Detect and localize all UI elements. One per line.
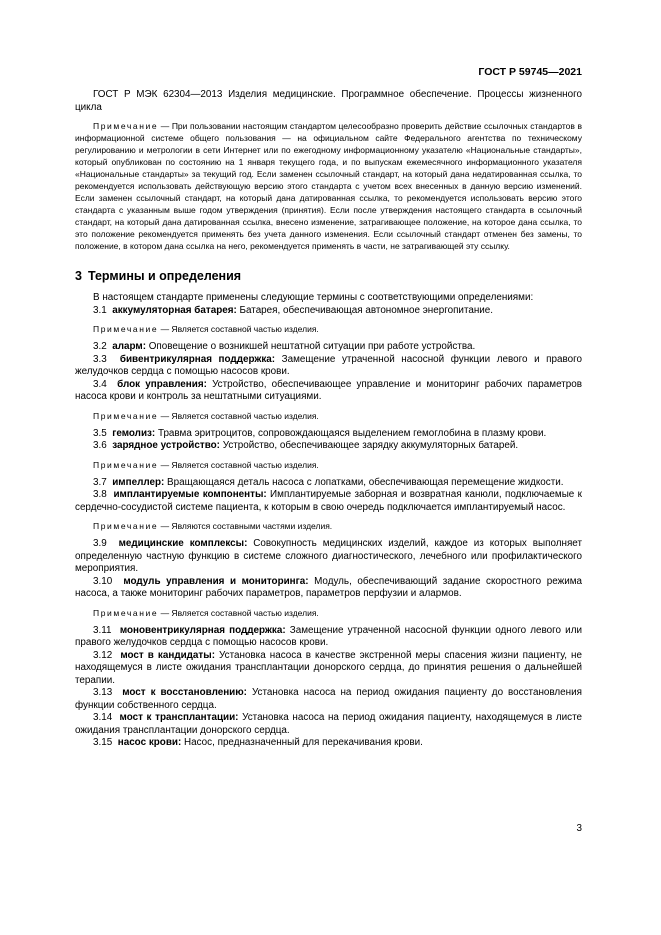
note-text: — Является составной частью изделия. — [158, 324, 319, 334]
term-number: 3.7 — [93, 476, 107, 488]
term-entry — [75, 687, 582, 712]
term-number: 3.2 — [93, 341, 107, 352]
term-number: 3.12 — [93, 649, 113, 661]
section-title: Термины и определения — [87, 269, 242, 283]
term-number: 3.8 — [93, 489, 107, 500]
term-note — [75, 607, 582, 619]
term-name: модуль управления и мониторинга: — [123, 575, 309, 587]
term-name: мост в кандидаты: — [120, 649, 215, 661]
term-number: 3.6 — [93, 440, 107, 451]
note-label: Примечание — [93, 459, 159, 470]
term-number: 3.5 — [93, 427, 107, 439]
term-definition: Батарея, обеспечивающая автономное энергопитание. — [236, 304, 494, 316]
term-name: мост к трансплантации: — [119, 712, 239, 723]
term-entry — [75, 477, 582, 490]
note-text: — Является составной частью изделия. — [158, 607, 319, 618]
reference-note — [75, 120, 582, 252]
term-entry — [75, 489, 582, 514]
note-label: Примечание — [93, 607, 159, 618]
term-entry — [75, 341, 582, 354]
term-entry — [75, 379, 582, 404]
term-entry — [75, 305, 582, 318]
term-number: 3.1 — [93, 304, 107, 316]
term-note — [75, 410, 582, 422]
term-definition: Вращающаяся деталь насоса с лопатками, обеспечивающая перемещение жидкости. — [164, 476, 564, 488]
section-number: 3 — [75, 269, 82, 283]
term-number: 3.10 — [93, 575, 113, 587]
term-name: зарядное устройство: — [112, 440, 220, 451]
note-text: — Является составной частью изделия. — [158, 410, 319, 421]
term-number: 3.3 — [93, 353, 107, 365]
term-definition: Оповещение о возникшей нештатной ситуации при работе устройства. — [146, 341, 476, 352]
term-definition: Установка насоса в качестве экстренной меры спасения жизни пациенту, не находящемуся в листе ожидания трансплантации донорского сердца, до принятия решения о дальнейшей терапии. — [75, 649, 582, 686]
page-content — [75, 89, 582, 750]
reference-entry: ГОСТ Р МЭК 62304—2013 Изделия медицинские. Программное обеспечение. Процессы жизненного цикла — [75, 89, 582, 113]
term-name: блок управления: — [117, 378, 207, 390]
note-label: Примечание — [93, 121, 159, 131]
page-number: 3 — [576, 823, 582, 834]
term-definition: Установка насоса на период ожидания пациенту до восстановления функции собственного сердца. — [75, 687, 582, 711]
term-definition: Замещение утраченной насосной функции левого и правого желудочков сердца с помощью насосов крови. — [75, 353, 582, 377]
term-definition: Установка насоса на период ожидания пациенту, находящемуся в листе ожидания трансплантации донорского сердца. — [75, 712, 582, 736]
term-definition: Замещение утраченной насосной функции одного левого или правого желудочков сердца с помощью насосов крови. — [75, 624, 582, 648]
term-entry — [75, 354, 582, 379]
term-number: 3.15 — [93, 737, 113, 748]
term-name: гемолиз: — [112, 427, 156, 439]
term-entry — [75, 440, 582, 453]
term-definition: Устройство, обеспечивающее зарядку аккумуляторных батарей. — [219, 440, 519, 451]
term-entry — [75, 737, 582, 750]
term-name: медицинские комплексы: — [118, 538, 248, 549]
note-text: — Является составной частью изделия. — [158, 459, 319, 470]
term-name: аларм: — [112, 341, 146, 352]
term-number: 3.11 — [93, 624, 112, 636]
term-note — [75, 459, 582, 471]
term-definition: Имплантируемые заборная и возвратная канюли, подключаемые к сердечно-сосудистой системе пациента, к которым в свою очередь подключается имплантируемый насос. — [75, 489, 582, 513]
term-definition: Модуль, обеспечивающий задание скоростного режима насоса, а также мониторинг рабочих параметров, параметров перфузии и алармов. — [75, 575, 582, 599]
section-heading — [75, 269, 582, 283]
standard-code-header: ГОСТ Р 59745—2021 — [478, 66, 582, 78]
term-name: импеллер: — [112, 476, 165, 488]
term-entry — [75, 625, 582, 650]
term-definition: Устройство, обеспечивающее управление и мониторинг рабочих параметров насоса крови и контроль за нештатными ситуациями. — [75, 378, 582, 402]
term-entry — [75, 650, 582, 688]
terms-list — [75, 305, 582, 750]
term-entry — [75, 576, 582, 601]
term-name: имплантируемые компоненты: — [113, 489, 267, 500]
term-number: 3.9 — [93, 538, 107, 549]
note-label: Примечание — [93, 521, 159, 531]
term-entry — [75, 428, 582, 441]
term-name: мост к восстановлению: — [122, 687, 247, 698]
section-intro: В настоящем стандарте применены следующие термины с соответствующими определениями: — [93, 292, 534, 303]
term-definition: Насос, предназначенный для перекачивания крови. — [181, 737, 423, 748]
term-number: 3.13 — [93, 687, 113, 698]
note-text: — Являются составными частями изделия. — [158, 521, 333, 531]
term-entry — [75, 538, 582, 576]
term-entry — [75, 712, 582, 737]
note-text: — При пользовании настоящим стандартом целесообразно проверить действие ссылочных стандартов в информационной системе общего пользования — на официальном сайте Федерального агентства по техническому регулированию и метрологии в сети Интернет или по ежегодному информационному указателю «Национальные стандарты», который опубликован по состоянию на 1 января текущего года, и по выпускам ежемесячного информационного указателя «Национальные стандарты» за текущий год. Если заменен ссылочный стандарт, на который дана недатированная ссылка, то рекомендуется использовать действующую версию этого стандарта с учетом всех внесенных в данную версию изменений. Если заменен ссылочный стандарт, на который дана датированная ссылка, то рекомендуется использовать версию этого стандарта с указанным выше годом утверждения (принятия). Если после утверждения настоящего стандарта в ссылочный стандарт, на который дана датированная ссылка, внесено изменение, затрагивающее положение, на которое дана ссылка, то это положение рекомендуется применять без учета данного изменения. Если ссылочный стандарт отменен без замены, то положение, в котором дана ссылка на него, рекомендуется применять в части, не затрагивающей эту ссылку. — [75, 121, 582, 251]
term-note — [75, 323, 582, 335]
term-definition: Совокупность медицинских изделий, каждое из которых выполняет определенную частную функцию в системе сложного диагностического, лечебного или профилактического мероприятия. — [75, 538, 582, 574]
term-note — [75, 520, 582, 532]
term-name: бивентрикулярная поддержка: — [119, 353, 276, 365]
term-name: насос крови: — [117, 737, 182, 748]
term-name: аккумуляторная батарея: — [112, 304, 237, 316]
note-label: Примечание — [93, 410, 159, 421]
term-name: моновентрикулярная поддержка: — [119, 624, 286, 636]
term-definition: Травма эритроцитов, сопровождающаяся выделением гемоглобина в плазму крови. — [155, 427, 547, 439]
term-number: 3.4 — [93, 378, 107, 390]
note-label: Примечание — [93, 324, 159, 334]
term-number: 3.14 — [93, 712, 113, 723]
